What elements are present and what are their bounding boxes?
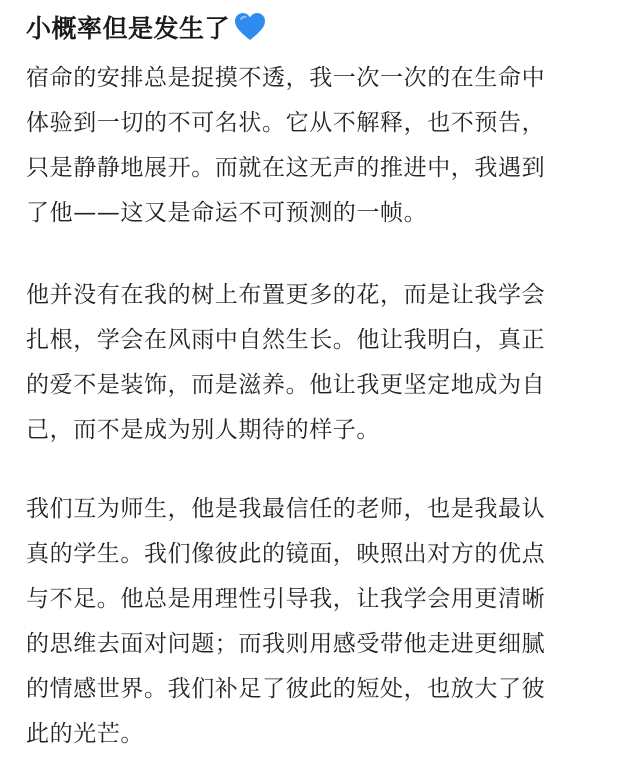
paragraph-2 bbox=[26, 273, 626, 453]
paragraph-line: 体验到一切的不可名状。它从不解释，也不预告， bbox=[26, 110, 546, 136]
paragraph-line: 的爱不是装饰，而是滋养。他让我更坚定地成为自 bbox=[26, 372, 546, 398]
paragraph-line: 我们互为师生，他是我最信任的老师，也是我最认 bbox=[26, 496, 546, 522]
paragraph-line: 真的学生。我们像彼此的镜面，映照出对方的优点 bbox=[26, 541, 546, 567]
paragraph-line: 宿命的安排总是捉摸不透，我一次一次的在生命中 bbox=[26, 65, 546, 91]
paragraph-line: 了他——这又是命运不可预测的一帧。 bbox=[26, 200, 428, 226]
post-title-row bbox=[26, 10, 266, 44]
paragraph-line: 与不足。他总是用理性引导我，让我学会用更清晰 bbox=[26, 586, 546, 612]
blue-heart-icon bbox=[234, 12, 266, 42]
paragraph-line: 此的光芒。 bbox=[26, 721, 144, 747]
paragraph-line: 只是静静地展开。而就在这无声的推进中，我遇到 bbox=[26, 155, 546, 181]
post-title: 小概率但是发生了 bbox=[26, 14, 231, 43]
paragraph-1 bbox=[26, 56, 626, 236]
paragraph-line: 他并没有在我的树上布置更多的花，而是让我学会 bbox=[26, 282, 546, 308]
paragraph-line: 扎根，学会在风雨中自然生长。他让我明白，真正 bbox=[26, 327, 546, 353]
paragraph-line: 的情感世界。我们补足了彼此的短处，也放大了彼 bbox=[26, 676, 546, 702]
paragraph-line: 的思维去面对问题；而我则用感受带他走进更细腻 bbox=[26, 631, 546, 657]
paragraph-3 bbox=[26, 487, 626, 757]
paragraph-line: 己，而不是成为别人期待的样子。 bbox=[26, 417, 380, 443]
